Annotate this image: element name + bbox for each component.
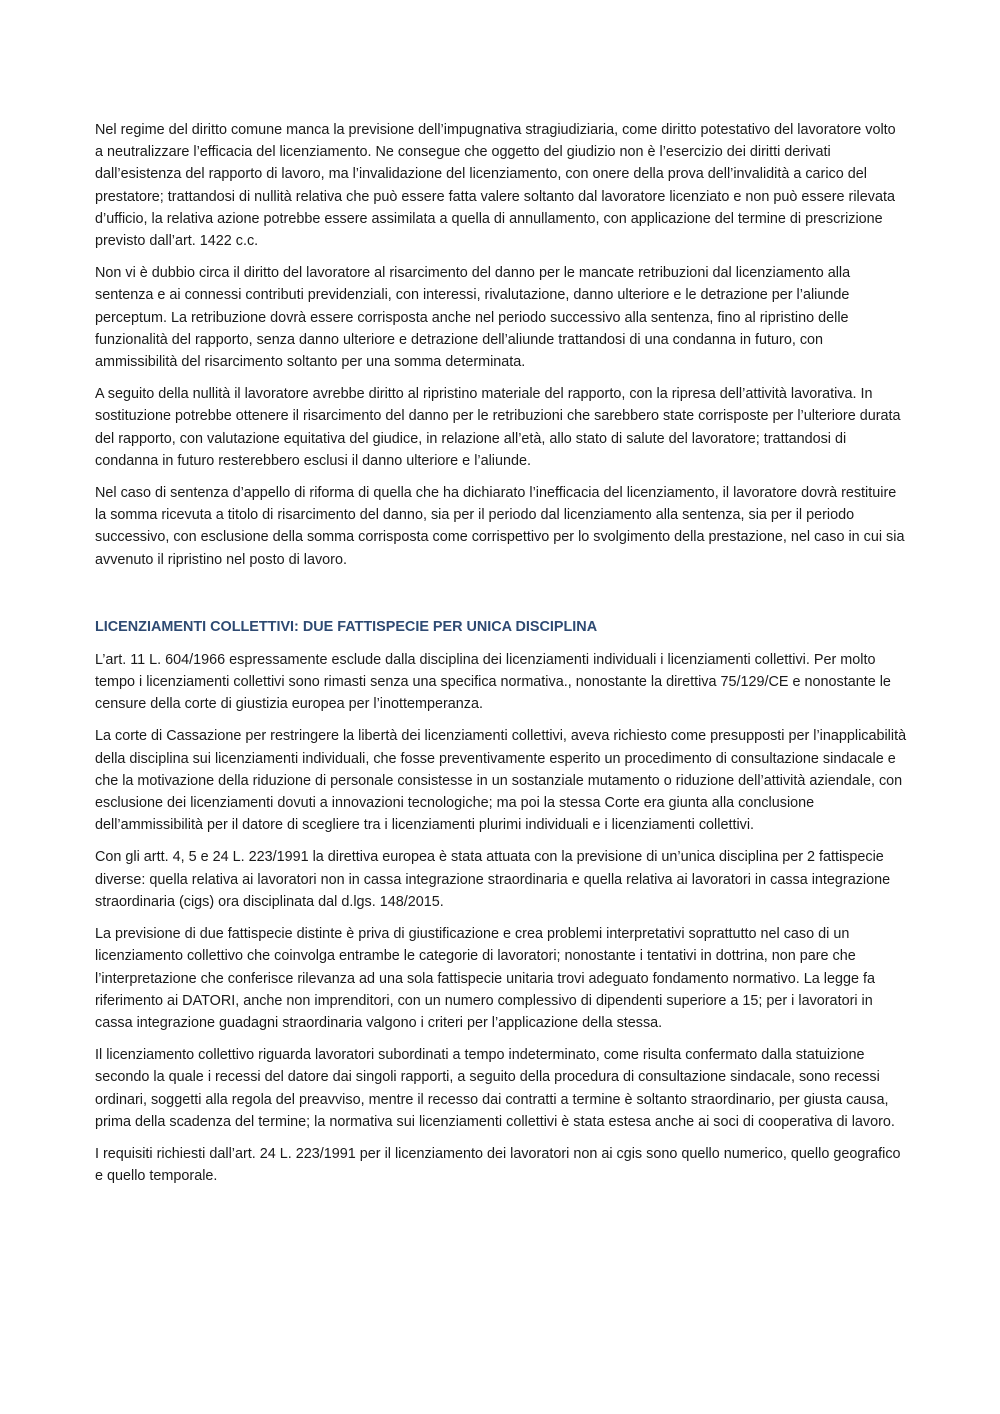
paragraph-due-fattispecie: La previsione di due fattispecie distinte è priva di giustificazione e crea problemi interpretativi soprattutto nel caso di un licenziamento collettivo che coinvolga entrambe le categorie di lavoratori; nonostante i tentativi in dottrina, non pare che l’interpretazione che conferisce rilevanza ad una sola fattispecie unitaria trovi adeguato fondamento normativo. La legge fa riferimento ai DATORI, anche non imprenditori, con un numero complessivo di dipendenti superiore a 15; per i lavoratori in cassa integrazione guadagni straordinaria valgono i criteri per l’applicazione della stessa. bbox=[95, 926, 875, 1031]
section-spacer bbox=[95, 581, 907, 616]
document-page bbox=[95, 119, 907, 1197]
paragraph-sentenza-appello: Nel caso di sentenza d’appello di riforma di quella che ha dichiarato l’inefficacia del licenziamento, il lavoratore dovrà restituire la somma ricevuta a titolo di risarcimento del danno, sia per il periodo dal licenziamento alla sentenza, sia per il periodo successivo, con esclusione della somma corrisposta come corrispettivo per lo svolgimento della prestazione, nel caso in cui sia avvenuto il ripristino nel posto di lavoro. bbox=[95, 485, 905, 568]
paragraph-legge-223: Con gli artt. 4, 5 e 24 L. 223/1991 la direttiva europea è stata attuata con la previsione di un’unica disciplina per 2 fattispecie diverse: quella relativa ai lavoratori non in cassa integrazione straordinaria e quella relativa ai lavoratori in cassa integrazione straordinaria (cigs) ora disciplinata dal d.lgs. 148/2015. bbox=[95, 849, 891, 910]
paragraph-requisiti: I requisiti richiesti dall’art. 24 L. 223/1991 per il licenziamento dei lavoratori non ai cgis sono quello numerico, quello geografico e quello temporale. bbox=[95, 1145, 901, 1185]
section-heading: LICENZIAMENTI COLLETTIVI: DUE FATTISPECIE PER UNICA DISCIPLINA bbox=[95, 618, 598, 635]
paragraph-risarcimento: Non vi è dubbio circa il diritto del lavoratore al risarcimento del danno per le mancate retribuzioni dal licenziamento alla sentenza e ai connessi contributi previdenziali, con interessi, rivalutazione, danno ulteriore e le detrazione per l’aliunde perceptum. La retribuzione dovrà essere corrisposta anche nel periodo successivo alla sentenza, fino al ripristino delle funzionalità del rapporto, senza danno ulteriore e detrazione dell’aliunde trattandosi di una condanna in futuro, con ammissibilità del risarcimento soltanto per una somma determinata. bbox=[95, 265, 851, 371]
paragraph-art11: L’art. 11 L. 604/1966 espressamente esclude dalla disciplina dei licenziamenti individuali i licenziamenti collettivi. Per molto tempo i licenziamenti collettivi sono rimasti senza una specifica normativa., nonostante la direttiva 75/129/CE e nonostante le censure della corte di giustizia europea per l’inottemperanza. bbox=[95, 651, 891, 713]
paragraph-cassazione: La corte di Cassazione per restringere la libertà dei licenziamenti collettivi, aveva richiesto come presupposti per l’inapplicabilità della disciplina sui licenziamenti individuali, che fosse preventivamente esperito un procedimento di consultazione sindacale e che la motivazione della riduzione di personale consistesse in un sostanziale mutamento o riduzione dell’attività aziendale, con esclusione dei licenziamenti dovuti a innovazioni tecnologiche; ma poi la stessa Corte era giunta alla conclusione dell’ammissibilità per il datore di scegliere tra i licenziamenti plurimi individuali e i licenziamenti collettivi. bbox=[95, 728, 907, 834]
paragraph-ripristino: A seguito della nullità il lavoratore avrebbe diritto al ripristino materiale del rapporto, con la ripresa dell’attività lavorativa. In sostituzione potrebbe ottenere il risarcimento del danno per le retribuzioni che sarebbero state corrisposte per l’ulteriore durata del rapporto, con valutazione equitativa del giudice, in relazione all’età, allo stato di salute del lavoratore; trattandosi di condanna in futuro resterebbero esclusi il danno ulteriore e l’aliunde. bbox=[95, 386, 901, 469]
paragraph-impugnativa: Nel regime del diritto comune manca la previsione dell’impugnativa stragiudiziaria, come diritto potestativo del lavoratore volto a neutralizzare l’efficacia del licenziamento. Ne consegue che oggetto del giudizio non è l’esercizio dei diritti derivati dall’esistenza del rapporto di lavoro, ma l’invalidazione del licenziamento, con onere della prova dell’invalidità a carico del prestatore; trattandosi di nullità relativa che può essere fatta valere soltanto dal lavoratore licenziato e non può essere rilevata d’ufficio, la relativa azione potrebbe essere assimilata a quella di annullamento, con applicazione del termine di prescrizione previsto dall’art. 1422 c.c. bbox=[95, 122, 896, 250]
paragraph-subordinati: Il licenziamento collettivo riguarda lavoratori subordinati a tempo indeterminato, come risulta confermato dalla statuizione secondo la quale i recessi del datore dai singoli rapporti, a seguito della procedura di consultazione sindacale, sono recessi ordinari, soggetti alla regola del preavviso, mentre il recesso dai contratti a termine è soltanto straordinario, per giusta causa, prima della scadenza del termine; la normativa sui licenziamenti collettivi è stata estesa anche ai soci di cooperativa di lavoro. bbox=[95, 1047, 895, 1130]
